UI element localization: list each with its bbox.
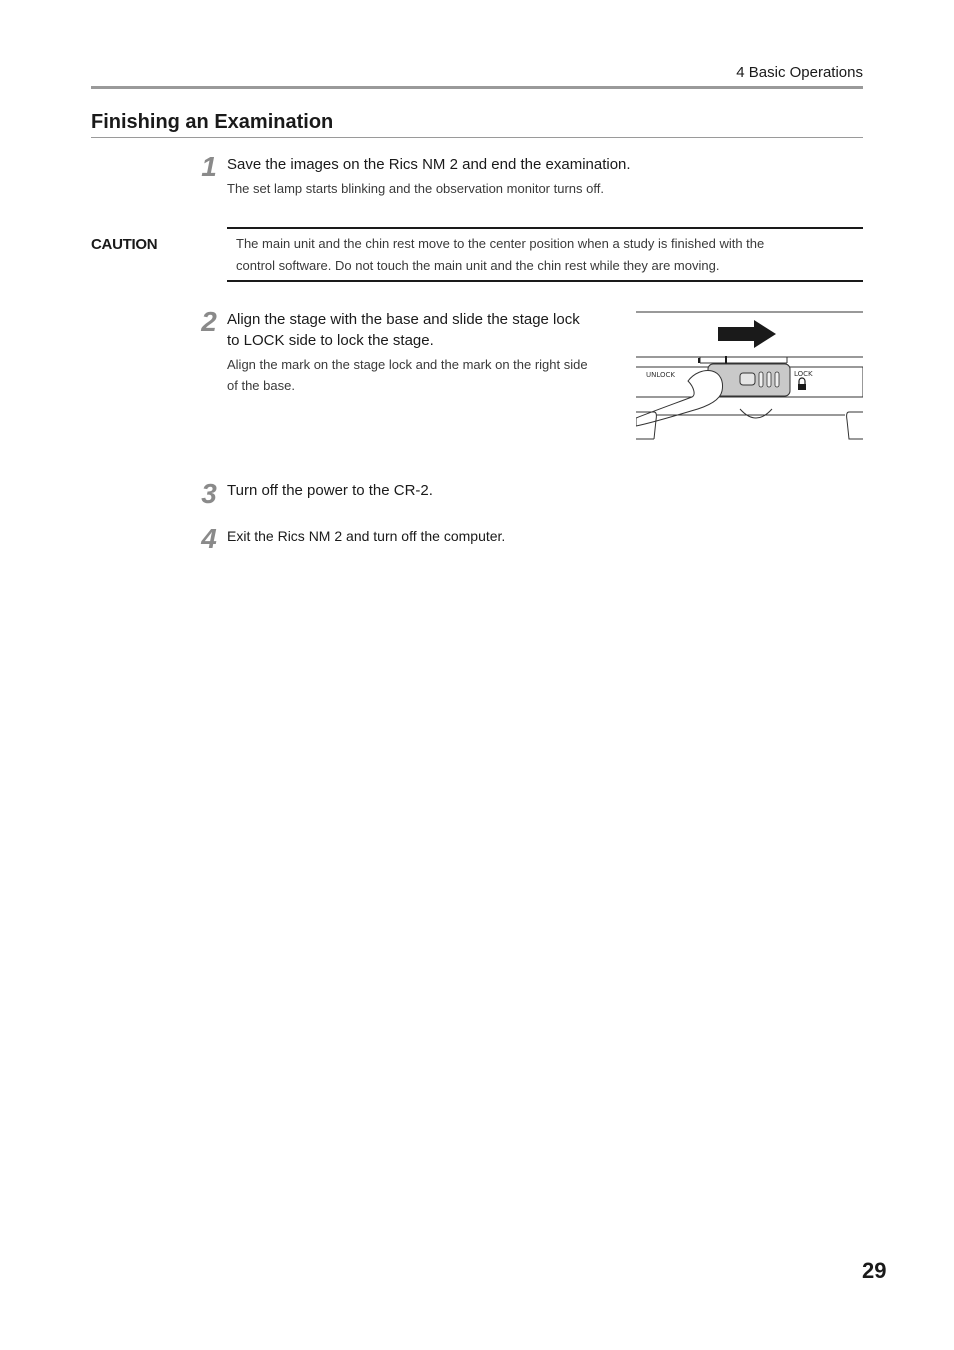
header-divider bbox=[91, 86, 863, 89]
step-2-instruction-line-2: to LOCK side to lock the stage. bbox=[227, 332, 434, 349]
caution-text-line-2: control software. Do not touch the main unit and the chin rest while they are moving. bbox=[236, 258, 720, 273]
title-divider bbox=[91, 137, 863, 138]
header-section-title: 4 Basic Operations bbox=[736, 64, 863, 81]
step-3-instruction: Turn off the power to the CR-2. bbox=[227, 482, 433, 499]
arrow-right-icon bbox=[718, 320, 776, 348]
step-number-2: 2 bbox=[201, 306, 217, 337]
lock-label: LOCK bbox=[794, 370, 813, 378]
caution-text bbox=[236, 233, 856, 277]
unlock-label: UNLOCK bbox=[646, 371, 675, 379]
step-1-note: The set lamp starts blinking and the observation monitor turns off. bbox=[227, 181, 604, 196]
step-4-instruction: Exit the Rics NM 2 and turn off the computer. bbox=[227, 528, 506, 544]
step-2-instruction bbox=[227, 309, 580, 351]
step-number-3: 3 bbox=[201, 478, 217, 509]
step-2-note-line-1: Align the mark on the stage lock and the mark on the right side bbox=[227, 357, 588, 372]
step-2-note-line-2: of the base. bbox=[227, 378, 295, 393]
step-1-instruction: Save the images on the Rics NM 2 and end the examination. bbox=[227, 156, 631, 173]
step-2-instruction-line-1: Align the stage with the base and slide the stage lock bbox=[227, 311, 580, 328]
caution-text-line-1: The main unit and the chin rest move to the center position when a study is finished with the bbox=[236, 236, 765, 251]
caution-label: CAUTION bbox=[91, 236, 158, 253]
page-title: Finishing an Examination bbox=[91, 111, 334, 133]
step-2-note bbox=[227, 354, 588, 396]
caution-box bbox=[227, 227, 863, 282]
stage-lock-illustration bbox=[636, 311, 863, 442]
step-number-1: 1 bbox=[201, 151, 217, 182]
page-number: 29 bbox=[862, 1258, 887, 1283]
step-number-4: 4 bbox=[201, 523, 217, 554]
padlock-icon bbox=[798, 378, 806, 390]
